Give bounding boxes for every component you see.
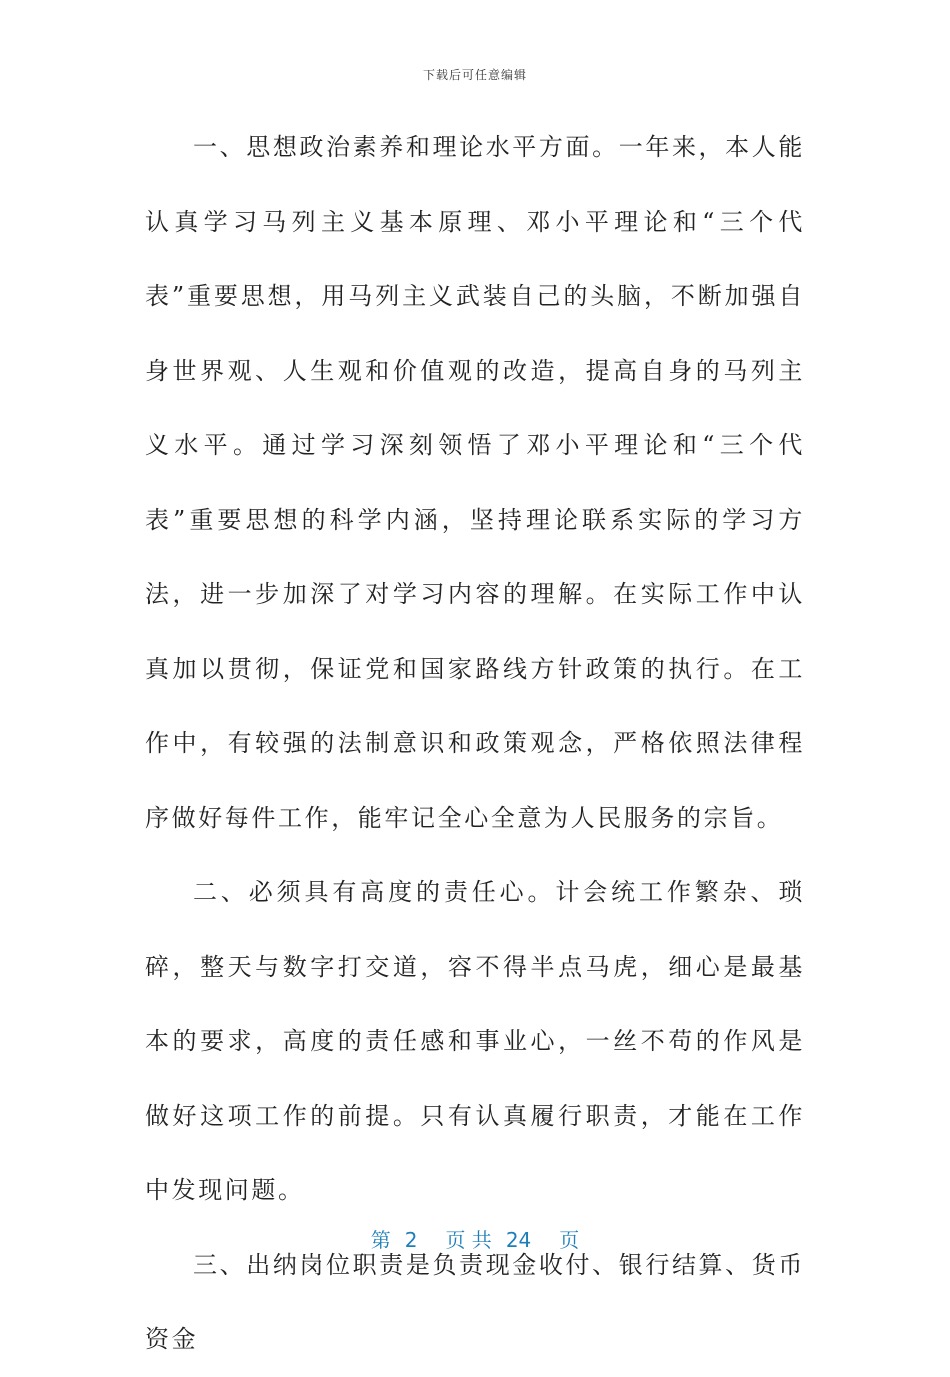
footer-middle: 页 共 [445, 1228, 492, 1252]
total-pages-number: 24 [505, 1228, 532, 1252]
header-note: 下载后可任意编辑 [422, 68, 527, 82]
current-page-number: 2 [404, 1228, 418, 1252]
document-body [145, 110, 805, 1377]
paragraph-3: 三、出纳岗位职责是负责现金收付、银行结算、货币资金 [145, 1250, 805, 1353]
footer-prefix: 第 [370, 1228, 391, 1252]
page-footer [0, 1224, 950, 1253]
footer-suffix: 页 [559, 1228, 580, 1252]
paragraph-2: 二、必须具有高度的责任心。计会统工作繁杂、琐碎，整天与数字打交道，容不得半点马虎，细心是最基本的要求，高度的责任感和事业心，一丝不苟的作风是做好这项工作的前提。只有认真履行职责，才能在工作中发现问题。 [145, 878, 805, 1204]
paragraph-1: 一、思想政治素养和理论水平方面。一年来，本人能认真学习马列主义基本原理、邓小平理论和“三个代表”重要思想，用马列主义武装自己的头脑，不断加强自身世界观、人生观和价值观的改造，提高自身的马列主义水平。通过学习深刻领悟了邓小平理论和“三个代表”重要思想的科学内涵，坚持理论联系实际的学习方法，进一步加深了对学习内容的理解。在实际工作中认真加以贯彻，保证党和国家路线方针政策的执行。在工作中，有较强的法制意识和政策观念，严格依照法律程序做好每件工作，能牢记全心全意为人民服务的宗旨。 [145, 133, 805, 832]
